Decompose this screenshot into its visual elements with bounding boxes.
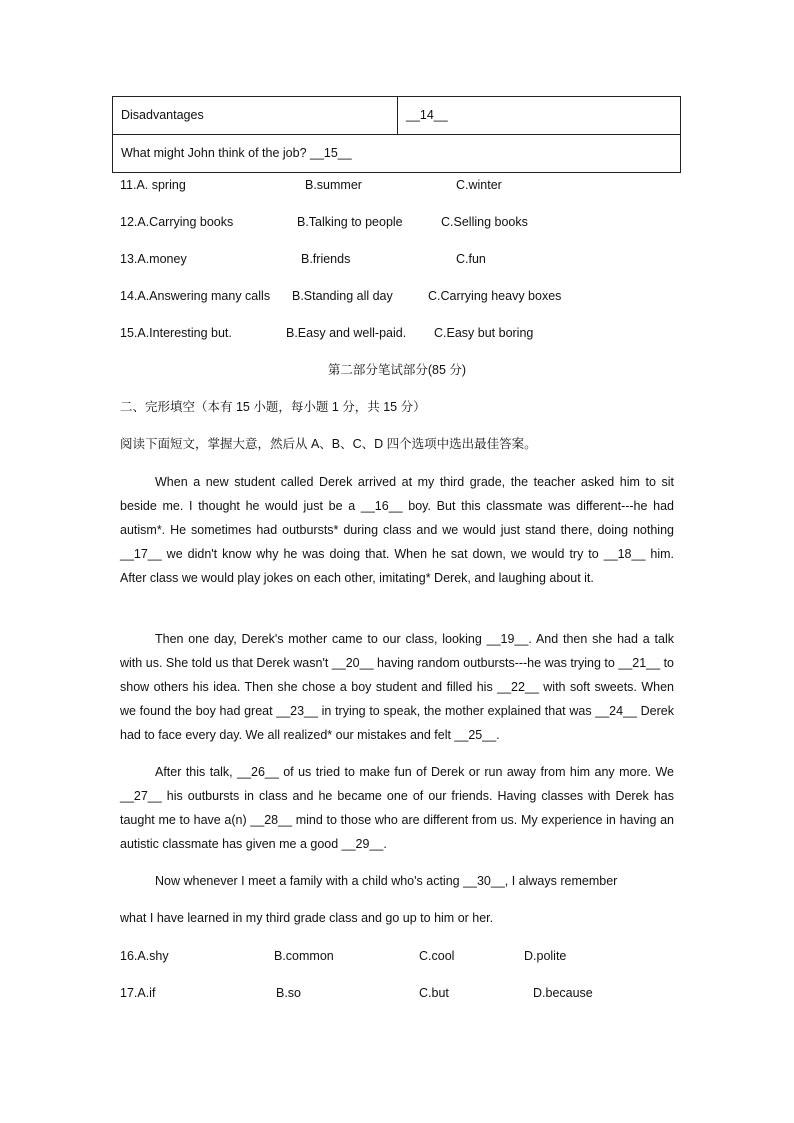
option-17-d: D.because xyxy=(533,986,593,1000)
listening-info-table xyxy=(112,96,681,173)
option-12-b: B.Talking to people xyxy=(297,215,403,229)
option-16-a: 16.A.shy xyxy=(120,949,169,963)
section-heading: 二、完形填空（本有 15 小题，每小题 1 分，共 15 分） xyxy=(120,400,426,414)
passage-paragraph-3: After this talk, __26__ of us tried to make fun of Derek or run away from him any more. We __27__ his outbursts in class and he became one of our friends. Having classes with Derek has taught me to have a(n) __28__ mind to those who are different from us. My experience in having an autistic classmate has given me a good __29__. xyxy=(120,765,674,851)
passage-tail: what I have learned in my third grade class and go up to him or her. xyxy=(120,911,494,925)
option-15-b: B.Easy and well-paid. xyxy=(286,326,407,340)
option-16-c: C.cool xyxy=(419,949,455,963)
option-14-c: C.Carrying heavy boxes xyxy=(428,289,562,303)
part-title: 第二部分笔试部分(85 分) xyxy=(327,363,467,377)
option-15-c: C.Easy but boring xyxy=(434,326,534,340)
table-cell-question: What might John think of the job? __15__ xyxy=(113,135,681,173)
passage-paragraph-2: Then one day, Derek's mother came to our class, looking __19__. And then she had a talk with us. She told us that Derek wasn't __20__ having random outbursts---he was trying to __21__ to show others his idea. Then she chose a boy student and filled his __22__ with soft sweets. When we found the boy had great __23__ in trying to speak, the mother explained that was __24__ Derek had to face every day. We all realized* our mistakes and felt __25__. xyxy=(120,632,674,742)
option-11-b: B.summer xyxy=(305,178,362,192)
passage-paragraph-1: When a new student called Derek arrived at my third grade, the teacher asked him to sit beside me. I thought he would just be a __16__ boy. But this classmate was different---he had autism*. He sometimes had outbursts* during class and we would just stand there, doing nothing __17__ we didn't know why he was doing that. When he sat down, we would try to __18__ him. After class we would play jokes on each other, imitating* Derek, and laughing about it. xyxy=(120,475,674,585)
option-17-b: B.so xyxy=(276,986,302,1000)
table-cell-answer: __14__ xyxy=(398,97,681,135)
table-row xyxy=(113,135,681,173)
table-cell-label: Disadvantages xyxy=(113,97,398,135)
table-row xyxy=(113,97,681,135)
option-14-a: 14.A.Answering many calls xyxy=(120,289,271,303)
option-12-c: C.Selling books xyxy=(441,215,528,229)
option-17-a: 17.A.if xyxy=(120,986,156,1000)
option-16-b: B.common xyxy=(274,949,334,963)
option-13-b: B.friends xyxy=(301,252,351,266)
option-15-a: 15.A.Interesting but. xyxy=(120,326,232,340)
option-11-c: C.winter xyxy=(456,178,502,192)
instruction: 阅读下面短文，掌握大意，然后从 A、B、C、D 四个选项中选出最佳答案。 xyxy=(120,437,537,451)
option-16-d: D.polite xyxy=(524,949,567,963)
option-12-a: 12.A.Carrying books xyxy=(120,215,234,229)
passage-paragraph-4: Now whenever I meet a family with a child who's acting __30__, I always remember xyxy=(155,874,618,888)
option-13-a: 13.A.money xyxy=(120,252,187,266)
option-13-c: C.fun xyxy=(456,252,486,266)
option-17-c: C.but xyxy=(419,986,449,1000)
option-11-a: 11.A. spring xyxy=(120,178,186,192)
option-14-b: B.Standing all day xyxy=(292,289,393,303)
